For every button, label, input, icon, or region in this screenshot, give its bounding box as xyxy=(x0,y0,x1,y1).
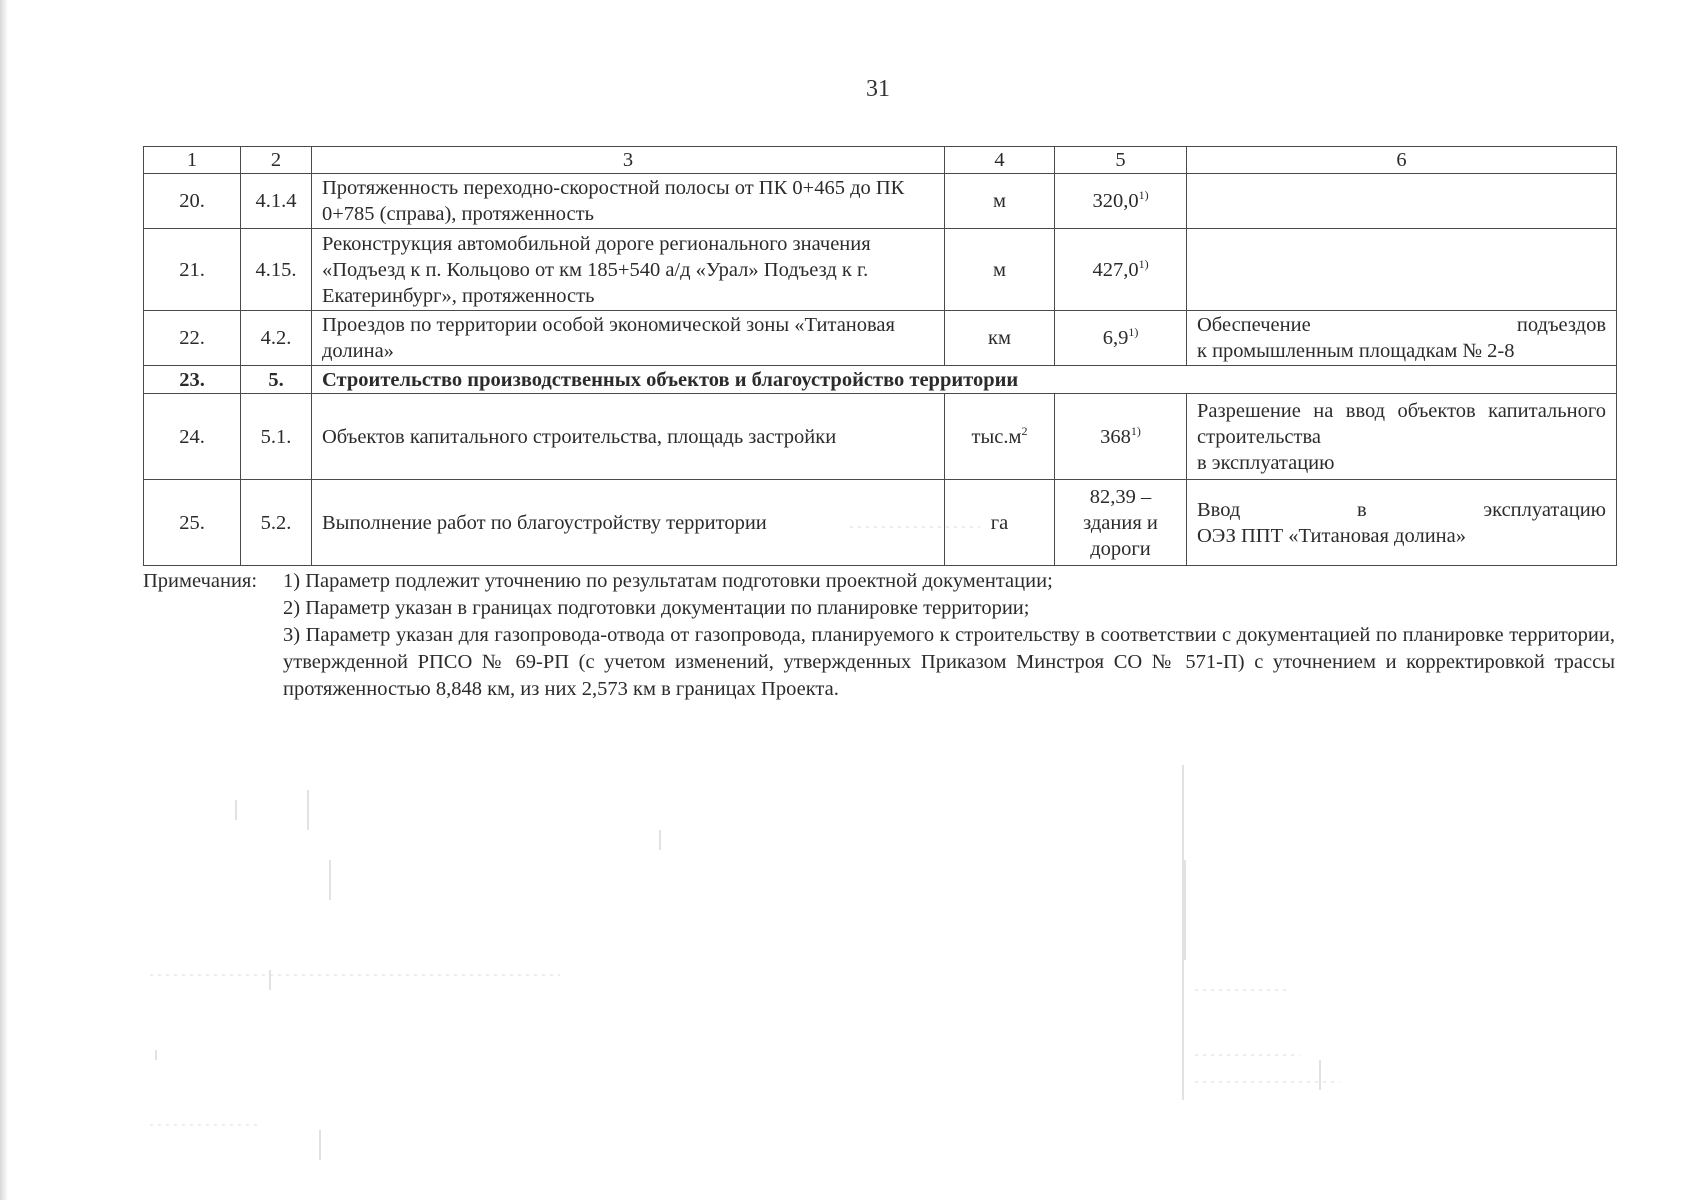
header-cell: 4 xyxy=(945,147,1055,174)
note-item: 3) Параметр указан для газопровода-отвода от газопровода, планируемого к строительству в соответствии с документацией по планировке территории, утвержденной РПСО № 69-РП (с учетом изменений, утвержденных Приказом Минстроя СО № 571-П) с уточнением и корректировкой трассы протяженностью 8,848 км, из них 2,573 км в границах Проекта. xyxy=(283,624,1615,700)
row-unit-text: тыс.м xyxy=(971,425,1022,448)
row-number: 24. xyxy=(144,394,241,480)
header-cell: 6 xyxy=(1187,147,1617,174)
page-number: 31 xyxy=(866,76,890,102)
row-unit: м xyxy=(945,229,1055,311)
row-code: 5.2. xyxy=(241,480,312,566)
row-code: 4.1.4 xyxy=(241,174,312,229)
note-item: 1) Параметр подлежит уточнению по результатам подготовки проектной документации; xyxy=(283,570,1053,592)
row-name: Проездов по территории особой экономической зоны «Титановая долина» xyxy=(312,311,945,366)
row-note xyxy=(1187,394,1617,480)
row-number: 25. xyxy=(144,480,241,566)
row-value xyxy=(1055,229,1187,311)
header-cell: 2 xyxy=(241,147,312,174)
table-row xyxy=(144,480,1617,566)
row-name: Выполнение работ по благоустройству территории xyxy=(312,480,945,566)
section-title: Строительство производственных объектов и благоустройство территории xyxy=(312,366,1617,394)
header-cell: 1 xyxy=(144,147,241,174)
row-note xyxy=(1187,480,1617,566)
row-unit: км xyxy=(945,311,1055,366)
row-name: Реконструкция автомобильной дороге регионального значения «Подъезд к п. Кольцово от км 185+540 а/д «Урал» Подъезд к г. Екатеринбург», протяженность xyxy=(312,229,945,311)
row-value xyxy=(1055,174,1187,229)
row-value-sup: 1) xyxy=(1138,256,1149,271)
row-note-line: Обеспечение подъездов xyxy=(1197,314,1606,336)
row-unit-sup: 2 xyxy=(1021,423,1028,438)
row-value xyxy=(1055,311,1187,366)
row-note-line: в эксплуатацию xyxy=(1197,451,1335,474)
table-row xyxy=(144,311,1617,366)
row-note xyxy=(1187,311,1617,366)
row-note xyxy=(1187,174,1617,229)
row-unit: га xyxy=(945,480,1055,566)
row-note-line: к промышленным площадкам № 2-8 xyxy=(1197,340,1515,362)
row-unit xyxy=(945,394,1055,480)
row-value-text: 427,0 xyxy=(1092,258,1139,281)
row-code: 4.15. xyxy=(241,229,312,311)
row-number: 20. xyxy=(144,174,241,229)
row-code: 4.2. xyxy=(241,311,312,366)
row-note-line: Ввод в эксплуатацию xyxy=(1197,498,1606,521)
notes-block xyxy=(143,568,1615,703)
row-value-text: 6,9 xyxy=(1102,327,1129,349)
row-note-line: Разрешение на ввод объектов капитального строительства xyxy=(1197,399,1606,448)
row-name: Объектов капитального строительства, площадь застройки xyxy=(312,394,945,480)
scan-edge xyxy=(0,0,8,1200)
header-cell: 3 xyxy=(312,147,945,174)
row-value-sup: 1) xyxy=(1138,188,1149,203)
row-number: 21. xyxy=(144,229,241,311)
row-unit: м xyxy=(945,174,1055,229)
header-cell: 5 xyxy=(1055,147,1187,174)
table-row xyxy=(144,229,1617,311)
row-value-sup: 1) xyxy=(1130,423,1141,438)
row-number: 22. xyxy=(144,311,241,366)
note-row xyxy=(143,568,1615,595)
note-item: 2) Параметр указан в границах подготовки документации по планировке территории; xyxy=(283,597,1030,619)
row-note xyxy=(1187,229,1617,311)
row-value: 82,39 – здания и дороги xyxy=(1055,480,1187,566)
data-table xyxy=(143,146,1617,566)
notes-label: Примечания: xyxy=(143,570,258,592)
row-value-text: 320,0 xyxy=(1092,190,1139,212)
row-note-line: ОЭЗ ППТ «Титановая долина» xyxy=(1197,524,1466,547)
row-number: 23. xyxy=(144,366,241,394)
table-row xyxy=(144,174,1617,229)
row-value-text: 368 xyxy=(1100,425,1131,448)
table-header-row xyxy=(144,147,1617,174)
row-name: Протяженность переходно-скоростной полосы от ПК 0+465 до ПК 0+785 (справа), протяженность xyxy=(312,174,945,229)
table-row xyxy=(144,394,1617,480)
row-code: 5. xyxy=(241,366,312,394)
row-value-sup: 1) xyxy=(1128,325,1139,340)
section-row xyxy=(144,366,1617,394)
row-value xyxy=(1055,394,1187,480)
row-code: 5.1. xyxy=(241,394,312,480)
